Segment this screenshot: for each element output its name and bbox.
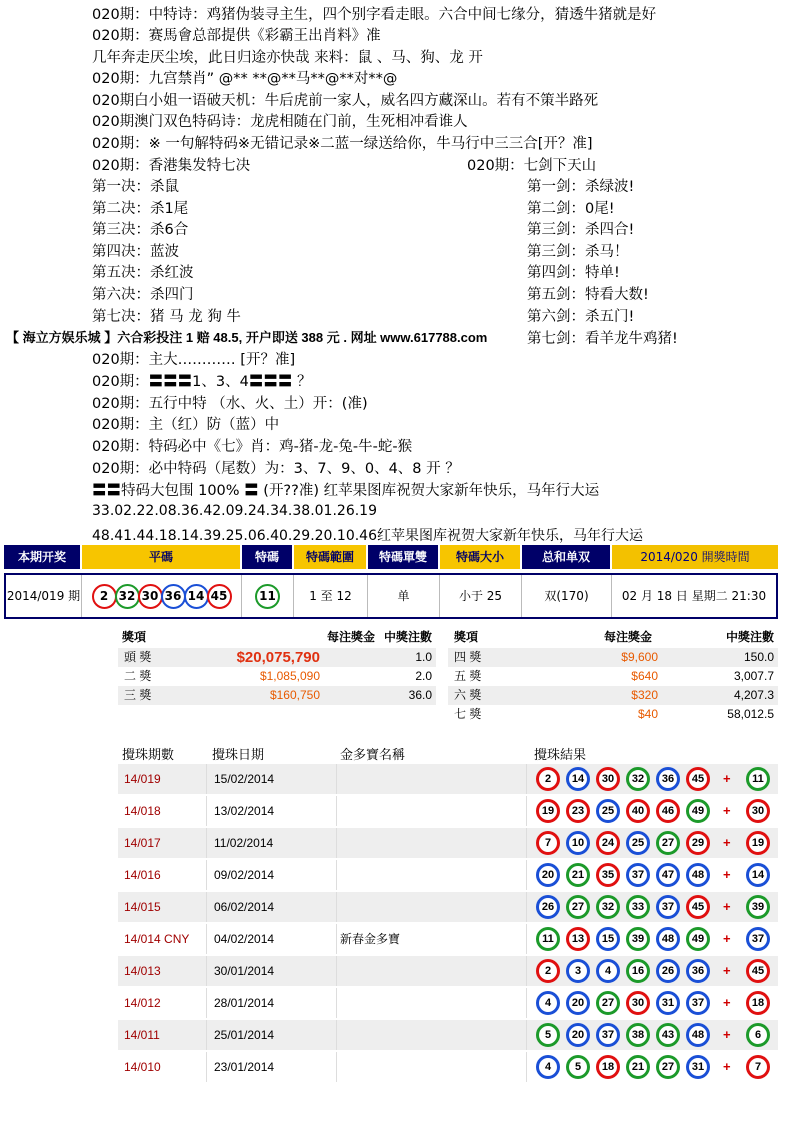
draw-date: 28/01/2014 xyxy=(214,996,275,1010)
lottery-ball: 10 xyxy=(566,831,590,855)
special-ball xyxy=(242,575,294,617)
text-line: 020期：中特诗：鸡猪伪装寻主生，四个别字看走眼。六合中间七缘分，猜透牛猪就是好 xyxy=(92,7,657,23)
lottery-ball: 35 xyxy=(596,863,620,887)
right-block-item: 第二剑：0尾! xyxy=(527,201,615,217)
column-divider xyxy=(336,956,337,986)
snowball-name: 新春金多寶 xyxy=(340,932,401,946)
plus-icon: + xyxy=(723,1059,731,1074)
column-divider xyxy=(526,796,527,826)
column-divider xyxy=(206,1052,207,1082)
lottery-ball: 2 xyxy=(536,959,560,983)
lottery-ball: 49 xyxy=(686,799,710,823)
lottery-ball: 32 xyxy=(115,584,140,609)
lottery-ball: 37 xyxy=(656,895,680,919)
prize-header-name: 獎項 xyxy=(122,630,147,644)
lottery-ball: 4 xyxy=(536,991,560,1015)
column-divider xyxy=(336,988,337,1018)
column-divider xyxy=(206,860,207,890)
text-line: 020期：九宫禁肖” @** **@**马**@**对**@ xyxy=(92,71,398,87)
draw-info-table xyxy=(4,545,778,623)
prize-row xyxy=(448,686,778,705)
lottery-ball: 45 xyxy=(207,584,232,609)
prize-count: 3,007.7 xyxy=(733,669,774,683)
column-divider xyxy=(336,1020,337,1050)
plus-icon: + xyxy=(723,1027,731,1042)
lottery-ball: 25 xyxy=(596,799,620,823)
numbers-line: 33.02.22.08.36.42.09.24.34.38.01.26.19 xyxy=(92,503,377,519)
lottery-ball: 2 xyxy=(536,767,560,791)
lottery-ball: 24 xyxy=(596,831,620,855)
table-row xyxy=(118,988,778,1018)
left-block-item: 第七决：猪 马 龙 狗 牛 xyxy=(92,309,241,325)
column-divider xyxy=(206,828,207,858)
lottery-ball: 37 xyxy=(596,1023,620,1047)
column-divider xyxy=(336,764,337,794)
column-divider xyxy=(526,1052,527,1082)
lottery-ball: 30 xyxy=(596,767,620,791)
lottery-ball: 4 xyxy=(536,1055,560,1079)
table-row xyxy=(118,892,778,922)
draw-number: 14/014 CNY xyxy=(124,932,190,946)
lottery-ball: 32 xyxy=(596,895,620,919)
prize-row xyxy=(118,667,436,686)
prize-header-count: 中獎注數 xyxy=(725,630,774,644)
lottery-ball: 21 xyxy=(566,863,590,887)
lottery-ball: 20 xyxy=(566,1023,590,1047)
extra-lottery-ball: 45 xyxy=(746,959,770,983)
plus-icon: + xyxy=(723,995,731,1010)
text-line: 020期澳门双色特码诗：龙虎相随在门前，生死相冲看谁人 xyxy=(92,114,468,130)
results-header-period: 攪珠期數 xyxy=(122,747,175,762)
right-block-item: 第七剑：看羊龙牛鸡猪! xyxy=(527,331,678,347)
column-divider xyxy=(336,860,337,890)
lottery-ball: 3 xyxy=(566,959,590,983)
prize-row xyxy=(448,667,778,686)
prize-amount: $1,085,090 xyxy=(259,669,320,683)
lottery-ball: 19 xyxy=(536,799,560,823)
text-line: 020期：主大………… [开？准] xyxy=(92,352,296,368)
column-divider xyxy=(526,892,527,922)
column-divider xyxy=(526,860,527,890)
prize-amount: $320 xyxy=(631,688,658,702)
prize-row xyxy=(448,648,778,667)
lottery-ball: 30 xyxy=(138,584,163,609)
lottery-ball: 11 xyxy=(536,927,560,951)
column-divider xyxy=(336,796,337,826)
column-divider xyxy=(206,892,207,922)
lottery-ball: 4 xyxy=(596,959,620,983)
prize-name: 七 獎 xyxy=(454,707,482,721)
table-row xyxy=(118,956,778,986)
draw-date: 25/01/2014 xyxy=(214,1028,275,1042)
left-block-item: 第一决：杀鼠 xyxy=(92,179,179,195)
text-line: 几年奔走厌尘埃，此日归途亦快哉 来料：鼠 、马、狗、龙 开 xyxy=(92,50,483,66)
prize-count: 1.0 xyxy=(415,650,432,664)
special-odd-even: 单 xyxy=(368,575,440,617)
lottery-ball: 49 xyxy=(686,927,710,951)
right-block-item: 第一剑：杀绿波! xyxy=(527,179,635,195)
special-range: 1 至 12 xyxy=(294,575,368,617)
text-line: 020期：五行中特 （水、火、土）开：(准) xyxy=(92,396,368,412)
draw-date: 11/02/2014 xyxy=(214,836,274,850)
left-block-title: 020期：香港集发特七决 xyxy=(92,158,251,174)
right-block-item: 第六剑：杀五门! xyxy=(527,309,635,325)
lottery-ball: 20 xyxy=(566,991,590,1015)
plus-icon: + xyxy=(723,899,731,914)
header-current-draw: 本期开奖 xyxy=(4,545,80,569)
table-row xyxy=(118,764,778,794)
prize-table-right xyxy=(448,628,778,728)
lottery-ball: 27 xyxy=(656,1055,680,1079)
draw-number: 14/010 xyxy=(124,1060,161,1074)
special-size: 小于 25 xyxy=(440,575,522,617)
plus-icon: + xyxy=(723,803,731,818)
text-line: 020期：必中特码（尾数）为：3、7、9、0、4、8 开 ？ xyxy=(92,461,460,477)
column-divider xyxy=(206,956,207,986)
draw-number: 14/015 xyxy=(124,900,161,914)
table-row xyxy=(118,924,778,954)
text-line: 020期白小姐一语破天机：牛后虎前一家人，威名四方藏深山。若有不策半路死 xyxy=(92,93,599,109)
lottery-ball: 39 xyxy=(626,927,650,951)
draw-date: 06/02/2014 xyxy=(214,900,275,914)
right-block-item: 第五剑：特看大数! xyxy=(527,287,649,303)
draw-period: 2014/019 期 xyxy=(6,575,82,617)
text-line: 020期：特码必中《七》肖：鸡-猪-龙-兔-牛-蛇-猴 xyxy=(92,439,413,455)
draw-date: 09/02/2014 xyxy=(214,868,275,882)
prize-name: 三 獎 xyxy=(124,688,152,702)
lottery-ball: 27 xyxy=(596,991,620,1015)
plus-icon: + xyxy=(723,835,731,850)
table-row xyxy=(118,796,778,826)
header-next-draw-time: 2014/020 開獎時間 xyxy=(612,545,778,569)
prize-row xyxy=(448,705,778,724)
lottery-ball: 48 xyxy=(686,1023,710,1047)
draw-number: 14/012 xyxy=(124,996,161,1010)
prize-amount: $640 xyxy=(631,669,658,683)
lottery-ball: 16 xyxy=(626,959,650,983)
prize-name: 二 獎 xyxy=(124,669,152,683)
prize-table-left xyxy=(118,628,436,708)
extra-lottery-ball: 39 xyxy=(746,895,770,919)
column-divider xyxy=(526,828,527,858)
prize-name: 五 獎 xyxy=(454,669,482,683)
lottery-ball: 31 xyxy=(686,1055,710,1079)
lottery-ball: 37 xyxy=(626,863,650,887)
sum-odd-even: 双(170) xyxy=(522,575,612,617)
prize-header-name: 獎項 xyxy=(454,630,479,644)
prize-count: 150.0 xyxy=(743,650,774,664)
lottery-ball: 29 xyxy=(686,831,710,855)
prize-name: 頭 獎 xyxy=(124,650,152,664)
lottery-ball: 15 xyxy=(596,927,620,951)
lottery-ball: 46 xyxy=(656,799,680,823)
draw-number: 14/018 xyxy=(124,804,161,818)
column-divider xyxy=(336,892,337,922)
lottery-ball: 33 xyxy=(626,895,650,919)
numbers-line: 48.41.44.18.14.39.25.06.40.29.20.10.46红苹果图库祝贺大家新年快乐，马年行大运 xyxy=(92,528,643,544)
lottery-ball: 30 xyxy=(626,991,650,1015)
header-special-size: 特碼大小 xyxy=(440,545,520,569)
header-sum: 总和单双 xyxy=(522,545,610,569)
column-divider xyxy=(336,924,337,954)
right-block-item: 第三剑：杀四合! xyxy=(527,222,635,238)
extra-lottery-ball: 19 xyxy=(746,831,770,855)
prize-amount: $20,075,790 xyxy=(236,649,320,666)
lottery-ball: 47 xyxy=(656,863,680,887)
plus-icon: + xyxy=(723,931,731,946)
lottery-ball: 36 xyxy=(656,767,680,791)
lottery-ball: 2 xyxy=(92,584,117,609)
extra-lottery-ball: 7 xyxy=(746,1055,770,1079)
prize-count: 58,012.5 xyxy=(727,707,774,721)
prize-name: 四 獎 xyxy=(454,650,482,664)
draw-number: 14/016 xyxy=(124,868,161,882)
prize-amount: $160,750 xyxy=(269,688,320,702)
prize-amount: $9,600 xyxy=(621,650,658,664)
text-line: 〓〓特码大包围 100% 〓 (开??准) 红苹果图库祝贺大家新年快乐，马年行大运 xyxy=(92,483,600,499)
header-special-range: 特碼範圍 xyxy=(294,545,366,569)
lottery-ball: 36 xyxy=(161,584,186,609)
lottery-ball: 5 xyxy=(536,1023,560,1047)
draw-info-row xyxy=(4,573,778,619)
text-line: 020期：〓〓〓1、3、4〓〓〓 ？ xyxy=(92,374,312,390)
header-regular-numbers: 平碼 xyxy=(82,545,240,569)
lottery-ball: 25 xyxy=(626,831,650,855)
text-line: 020期：主（红）防（蓝）中 xyxy=(92,417,280,433)
draw-date: 13/02/2014 xyxy=(214,804,275,818)
prize-count: 2.0 xyxy=(415,669,432,683)
lottery-ball: 13 xyxy=(566,927,590,951)
results-header-result: 攪珠結果 xyxy=(534,747,587,762)
extra-lottery-ball: 30 xyxy=(746,799,770,823)
text-line: 020期：赛馬會总部提供《彩霸王出肖料》准 xyxy=(92,28,381,44)
lottery-ball: 38 xyxy=(626,1023,650,1047)
right-block-item: 第四剑：特单! xyxy=(527,265,620,281)
lottery-ball: 37 xyxy=(686,991,710,1015)
results-header-name: 金多寶名稱 xyxy=(340,747,406,762)
lottery-ball: 23 xyxy=(566,799,590,823)
special-lottery-ball: 11 xyxy=(255,584,280,609)
plus-icon: + xyxy=(723,771,731,786)
column-divider xyxy=(206,796,207,826)
column-divider xyxy=(526,924,527,954)
lottery-ball: 31 xyxy=(656,991,680,1015)
lottery-ball: 45 xyxy=(686,767,710,791)
lottery-ball: 26 xyxy=(656,959,680,983)
right-block-item: 第三剑：杀马！ xyxy=(527,244,629,260)
table-row xyxy=(118,1020,778,1050)
left-block-item: 第四决：蓝波 xyxy=(92,244,179,260)
lottery-ball: 14 xyxy=(184,584,209,609)
lottery-ball: 26 xyxy=(536,895,560,919)
lottery-ball: 21 xyxy=(626,1055,650,1079)
prize-name: 六 獎 xyxy=(454,688,482,702)
left-block-item: 第二决：杀1尾 xyxy=(92,201,189,217)
column-divider xyxy=(206,924,207,954)
draw-date: 23/01/2014 xyxy=(214,1060,275,1074)
left-block-item: 第三决：杀6合 xyxy=(92,222,189,238)
draw-number: 14/019 xyxy=(124,772,161,786)
prize-count: 4,207.3 xyxy=(733,688,774,702)
header-special: 特碼 xyxy=(242,545,292,569)
results-header-date: 攪珠日期 xyxy=(212,747,265,762)
lottery-ball: 27 xyxy=(656,831,680,855)
draw-number: 14/017 xyxy=(124,836,161,850)
prize-count: 36.0 xyxy=(408,688,432,702)
plus-icon: + xyxy=(723,867,731,882)
lottery-ball: 40 xyxy=(626,799,650,823)
left-block-item: 第六决：杀四门 xyxy=(92,287,194,303)
column-divider xyxy=(336,1052,337,1082)
lottery-ball: 32 xyxy=(626,767,650,791)
text-line: 020期：※ 一句解特码※无错记录※二蓝一绿送给你，牛马行中三三合[开？准] xyxy=(92,136,593,152)
lottery-ball: 36 xyxy=(686,959,710,983)
right-block-title: 020期：七剑下天山 xyxy=(467,158,597,174)
table-row xyxy=(118,1052,778,1082)
column-divider xyxy=(526,988,527,1018)
left-block-item: 第五决：杀红波 xyxy=(92,265,194,281)
regular-balls xyxy=(82,575,242,617)
lottery-ball: 48 xyxy=(656,927,680,951)
lottery-ball: 18 xyxy=(596,1055,620,1079)
extra-lottery-ball: 14 xyxy=(746,863,770,887)
next-draw-time: 02 月 18 日 星期二 21:30 xyxy=(621,589,767,603)
draw-date: 04/02/2014 xyxy=(214,932,275,946)
extra-lottery-ball: 11 xyxy=(746,767,770,791)
plus-icon: + xyxy=(723,963,731,978)
lottery-ball: 7 xyxy=(536,831,560,855)
prize-row xyxy=(118,648,436,667)
lottery-ball: 20 xyxy=(536,863,560,887)
prize-header-amount: 每注獎金 xyxy=(604,630,653,644)
column-divider xyxy=(526,1020,527,1050)
column-divider xyxy=(206,988,207,1018)
prize-header-count: 中獎注數 xyxy=(383,630,432,644)
column-divider xyxy=(206,764,207,794)
extra-lottery-ball: 18 xyxy=(746,991,770,1015)
draw-date: 30/01/2014 xyxy=(214,964,275,978)
header-special-odd-even: 特碼單雙 xyxy=(368,545,438,569)
column-divider xyxy=(336,828,337,858)
extra-lottery-ball: 37 xyxy=(746,927,770,951)
extra-lottery-ball: 6 xyxy=(746,1023,770,1047)
lottery-ball: 27 xyxy=(566,895,590,919)
draw-number: 14/011 xyxy=(124,1028,160,1042)
prize-header-amount: 每注獎金 xyxy=(326,630,375,644)
draw-date: 15/02/2014 xyxy=(214,772,275,786)
table-row xyxy=(118,860,778,890)
draw-number: 14/013 xyxy=(124,964,161,978)
lottery-ball: 43 xyxy=(656,1023,680,1047)
column-divider xyxy=(206,1020,207,1050)
lottery-ball: 48 xyxy=(686,863,710,887)
lottery-ball: 45 xyxy=(686,895,710,919)
lottery-ball: 5 xyxy=(566,1055,590,1079)
prize-row xyxy=(118,686,436,705)
column-divider xyxy=(526,956,527,986)
casino-ad-link[interactable]: 【 海立方娱乐城 】六合彩投注 1 赔 48.5, 开户即送 388 元 . 网址 www.617788.com xyxy=(6,330,488,345)
column-divider xyxy=(526,764,527,794)
lottery-ball: 14 xyxy=(566,767,590,791)
table-row xyxy=(118,828,778,858)
prize-amount: $40 xyxy=(637,707,658,721)
